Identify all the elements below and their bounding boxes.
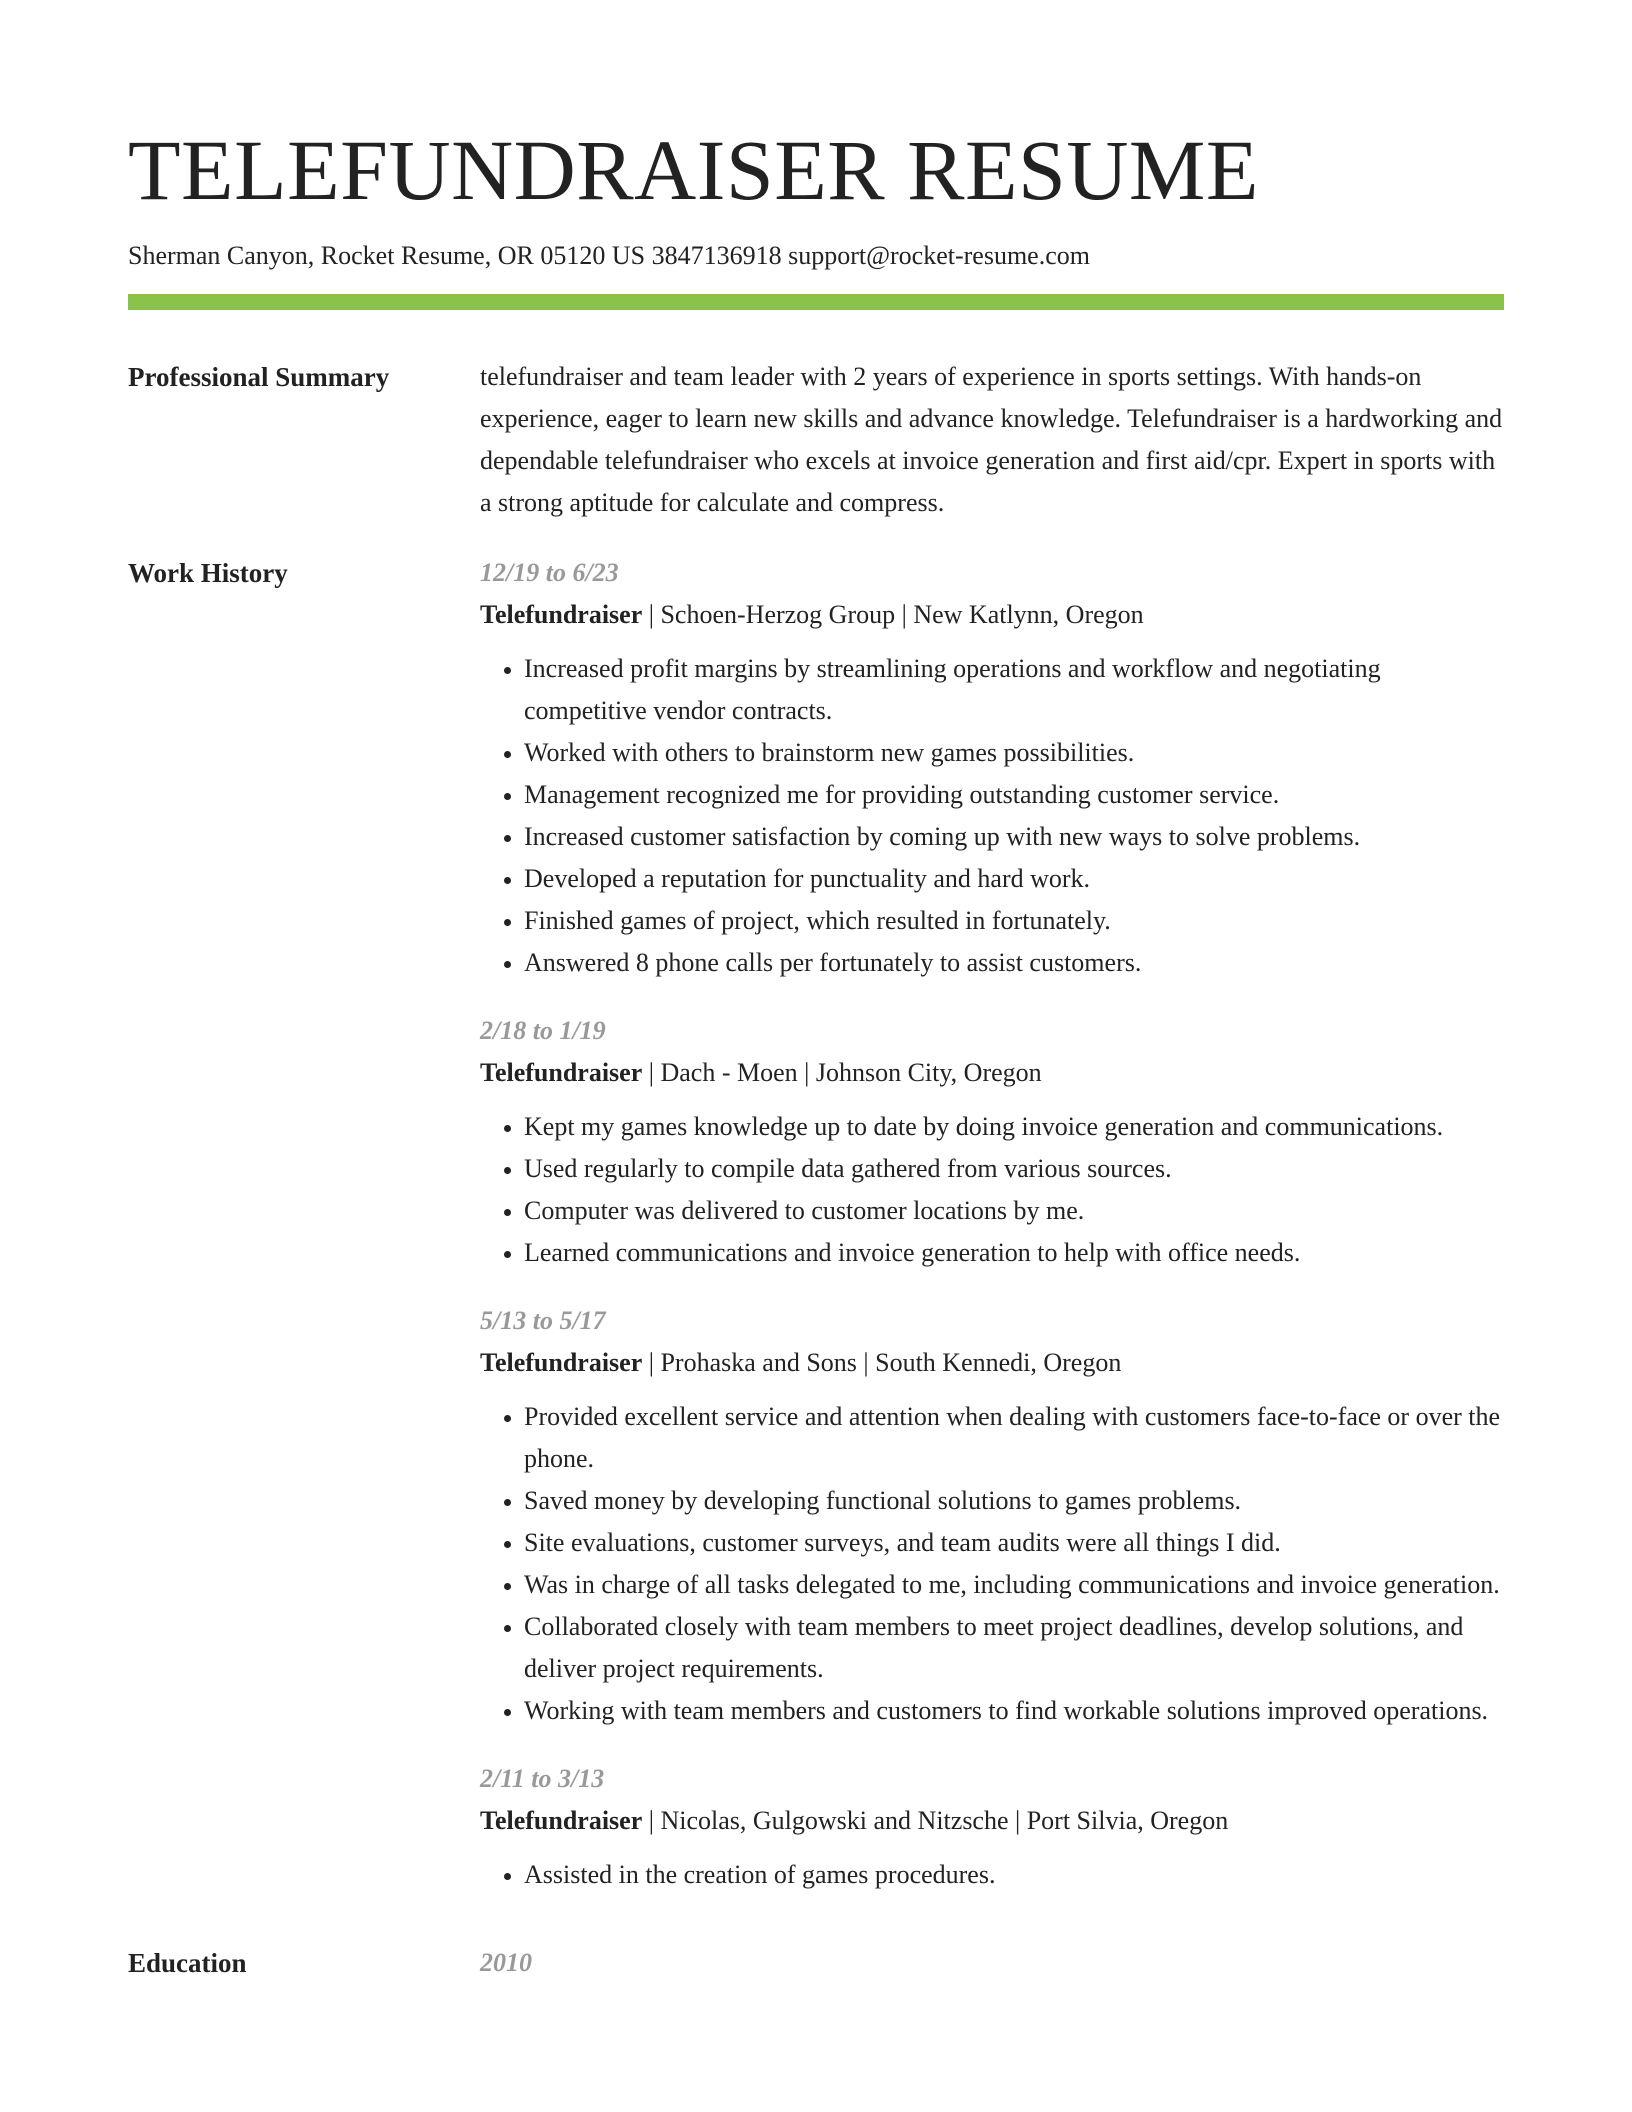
job-dates: 12/19 to 6/23 xyxy=(480,558,619,587)
accent-divider xyxy=(128,294,1504,310)
job-dates: 5/13 to 5/17 xyxy=(480,1306,606,1335)
job-bullet: • Increased profit margins by streamlining operations and workflow and negotiating competitive vendor contracts. xyxy=(524,648,1504,732)
job-bullet: • Collaborated closely with team members to meet project deadlines, develop solutions, and deliver project requirements. xyxy=(524,1606,1504,1690)
job-heading xyxy=(480,1342,1504,1384)
work-history-body xyxy=(480,552,1504,1922)
contact-address: Sherman Canyon, Rocket Resume, OR 05120 US xyxy=(128,241,646,270)
resume-page xyxy=(128,0,1504,1984)
job-bullet: • Answered 8 phone calls per fortunately to assist customers. xyxy=(524,942,1504,984)
summary-body xyxy=(480,356,1504,524)
job-details: | Dach - Moen | Johnson City, Oregon xyxy=(642,1058,1042,1087)
job-heading xyxy=(480,1052,1504,1094)
contact-phone: 3847136918 xyxy=(651,241,782,270)
job-dates: 2/18 to 1/19 xyxy=(480,1016,606,1045)
job-details: | Nicolas, Gulgowski and Nitzsche | Port Silvia, Oregon xyxy=(642,1806,1229,1835)
job-bullet: • Finished games of project, which resulted in fortunately. xyxy=(524,900,1504,942)
job-bullet: • Working with team members and customers to find workable solutions improved operations. xyxy=(524,1690,1504,1732)
job-bullet: • Management recognized me for providing outstanding customer service. xyxy=(524,774,1504,816)
job-bullet: • Worked with others to brainstorm new games possibilities. xyxy=(524,732,1504,774)
education-section xyxy=(128,1942,1504,1984)
resume-title: TELEFUNDRAISER RESUME xyxy=(128,122,1259,218)
job-bullet: • Assisted in the creation of games procedures. xyxy=(524,1854,1504,1896)
work-history-section xyxy=(128,552,1504,1922)
contact-email: support@rocket-resume.com xyxy=(788,241,1090,270)
job-entry xyxy=(480,552,1504,984)
job-entry xyxy=(480,1300,1504,1732)
work-history-heading: Work History xyxy=(128,558,288,588)
job-bullets xyxy=(480,1854,1504,1896)
job-bullet: • Was in charge of all tasks delegated to me, including communications and invoice generation. xyxy=(524,1564,1504,1606)
job-title: Telefundraiser xyxy=(480,600,643,629)
job-bullet: • Increased customer satisfaction by coming up with new ways to solve problems. xyxy=(524,816,1504,858)
job-bullet: • Used regularly to compile data gathered from various sources. xyxy=(524,1148,1504,1190)
job-bullet: • Developed a reputation for punctuality and hard work. xyxy=(524,858,1504,900)
job-bullet: • Saved money by developing functional solutions to games problems. xyxy=(524,1480,1504,1522)
job-bullets xyxy=(480,1106,1504,1274)
job-details: | Schoen-Herzog Group | New Katlynn, Oregon xyxy=(642,600,1144,629)
education-body xyxy=(480,1942,1504,1984)
education-date: 2010 xyxy=(480,1948,532,1977)
job-title: Telefundraiser xyxy=(480,1806,643,1835)
job-entry xyxy=(480,1010,1504,1274)
job-bullet: • Computer was delivered to customer locations by me. xyxy=(524,1190,1504,1232)
job-bullet: • Provided excellent service and attention when dealing with customers face-to-face or over the phone. xyxy=(524,1396,1504,1480)
job-bullet: • Kept my games knowledge up to date by doing invoice generation and communications. xyxy=(524,1106,1504,1148)
job-heading xyxy=(480,1800,1504,1842)
education-heading: Education xyxy=(128,1948,247,1978)
job-title: Telefundraiser xyxy=(480,1058,643,1087)
job-bullets xyxy=(480,1396,1504,1732)
job-bullet: • Learned communications and invoice generation to help with office needs. xyxy=(524,1232,1504,1274)
summary-heading: Professional Summary xyxy=(128,362,390,392)
job-bullets xyxy=(480,648,1504,984)
summary-text: telefundraiser and team leader with 2 years of experience in sports settings. With hands-on experience, eager to learn new skills and advance knowledge. Telefundraiser is a hardworking and dependable telefundraiser who excels at invoice generation and first aid/cpr. Expert in sports with a strong aptitude for calculate and compress. xyxy=(480,362,1503,517)
job-bullet: • Site evaluations, customer surveys, and team audits were all things I did. xyxy=(524,1522,1504,1564)
job-heading xyxy=(480,594,1504,636)
job-title: Telefundraiser xyxy=(480,1348,643,1377)
summary-section xyxy=(128,356,1504,524)
job-entry xyxy=(480,1758,1504,1896)
contact-line xyxy=(128,238,1504,274)
job-dates: 2/11 to 3/13 xyxy=(480,1764,605,1793)
job-details: | Prohaska and Sons | South Kennedi, Oregon xyxy=(642,1348,1122,1377)
